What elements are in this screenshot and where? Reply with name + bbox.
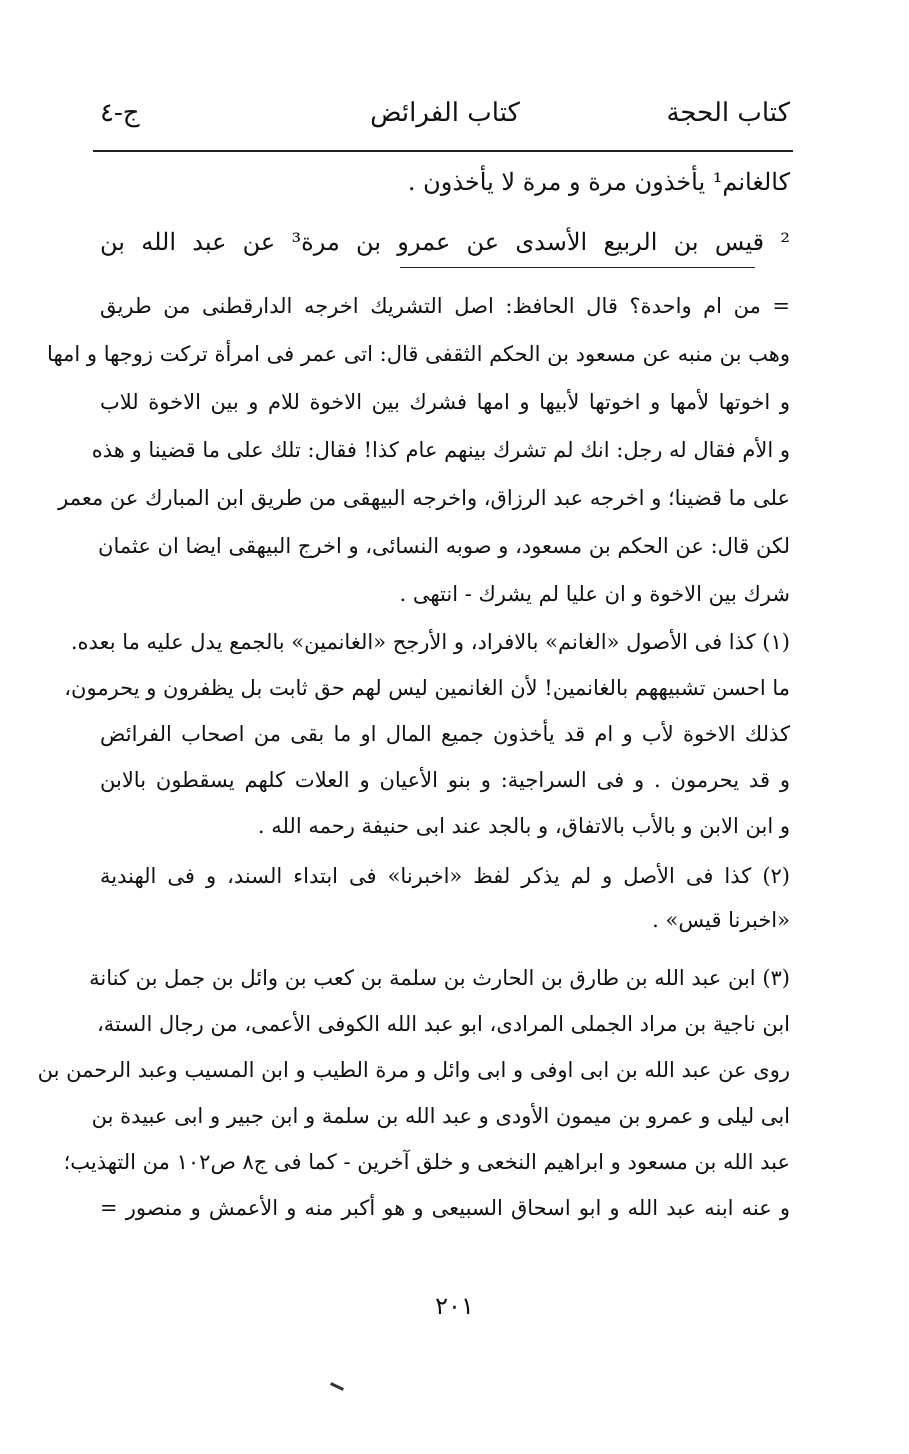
footnote-line: كذلك الاخوة لأب و ام قد يأخذون جميع المال او ما بقى من اصحاب الفرائض	[100, 722, 790, 746]
commentary-line: و اخوتها لأمها و اخوتها لأبيها و امها فشرك بين الاخوة للام و بين الاخوة للاب	[100, 390, 790, 414]
commentary-line: على ما قضينا؛ و اخرجه عبد الرزاق، واخرجه البيهقى من طريق ابن المبارك عن معمر	[58, 486, 790, 510]
book-title: كتاب الحجة	[666, 98, 790, 128]
footnote-line: و ابن الابن و بالأب بالاتفاق، و بالجد عند ابى حنيفة رحمه الله .	[257, 814, 790, 838]
header-rule	[93, 150, 793, 152]
commentary-line: لكن قال: عن الحكم بن مسعود، و صوبه النسائى، و اخرج البيهقى ايضا ان عثمان	[98, 534, 790, 558]
chapter-title: كتاب الفرائض	[370, 98, 520, 128]
footnote-line: «اخبرنا قيس» .	[652, 908, 790, 932]
page-number: ٢٠١	[435, 1292, 474, 1320]
footnote-line: روى عن عبد الله بن ابى اوفى و ابى وائل و مرة الطيب و ابن المسيب وعبد الرحمن بن	[37, 1058, 790, 1082]
footnote-line: (٢) كذا فى الأصل و لم يذكر لفظ «اخبرنا» فى ابتداء السند، و فى الهندية	[100, 864, 790, 888]
commentary-line: و الأم فقال له رجل: انك لم تشرك بينهم عام كذا! فقال: تلك على ما قضينا و هذه	[91, 438, 790, 462]
commentary-line: = من ام واحدة؟ قال الحافظ: اصل التشريك اخرجه الدارقطنى من طريق	[100, 294, 790, 318]
commentary-line: شرك بين الاخوة و ان عليا لم يشرك - انتهى .	[399, 582, 790, 606]
commentary-line: وهب بن منبه عن مسعود بن الحكم الثقفى قال: اتى عمر فى امرأة تركت زوجها و امها	[47, 342, 790, 366]
footnote-line: ابن ناجية بن مراد الجملى المرادى، ابو عبد الله الكوفى الأعمى، من رجال الستة،	[96, 1012, 790, 1036]
footnote-line: (١) كذا فى الأصول «الغانم» بالافراد، و الأرجح «الغانمين» بالجمع يدل عليه ما بعده.	[70, 630, 790, 654]
footnote-line: ابى ليلى و عمرو بن ميمون الأودى و عبد الله بن سلمة و ابن جبير و ابى عبيدة بن	[91, 1104, 790, 1128]
footnote-line: ما احسن تشبيههم بالغانمين! لأن الغانمين ليس لهم حق ثابت بل يظفرون و يحرمون،	[64, 676, 790, 700]
footnote-line: و عنه ابنه عبد الله و ابو اسحاق السبيعى و هو أكبر منه و الأعمش و منصور =	[100, 1196, 790, 1220]
page-header	[100, 98, 790, 142]
scan-mark	[330, 1382, 344, 1391]
commentary-rule	[400, 267, 755, 268]
footnote-line: و قد يحرمون . و فى السراجية: و بنو الأعيان و العلات كلهم يسقطون بالابن	[100, 768, 790, 792]
footnote-line: (٣) ابن عبد الله بن طارق بن الحارث بن سلمة بن كعب بن وائل بن جمل بن كنانة	[89, 966, 790, 990]
main-text-line: كالغانم¹ يأخذون مرة و مرة لا يأخذون .	[407, 168, 790, 196]
footnote-line: عبد الله بن مسعود و ابراهيم النخعى و خلق آخرين - كما فى ج٨ ص١٠٢ من التهذيب؛	[63, 1150, 790, 1174]
volume-label: ج-٤	[100, 98, 140, 128]
main-text-line: ² قيس بن الربيع الأسدى عن عمرو بن مرة³ عن عبد الله بن	[100, 228, 791, 256]
